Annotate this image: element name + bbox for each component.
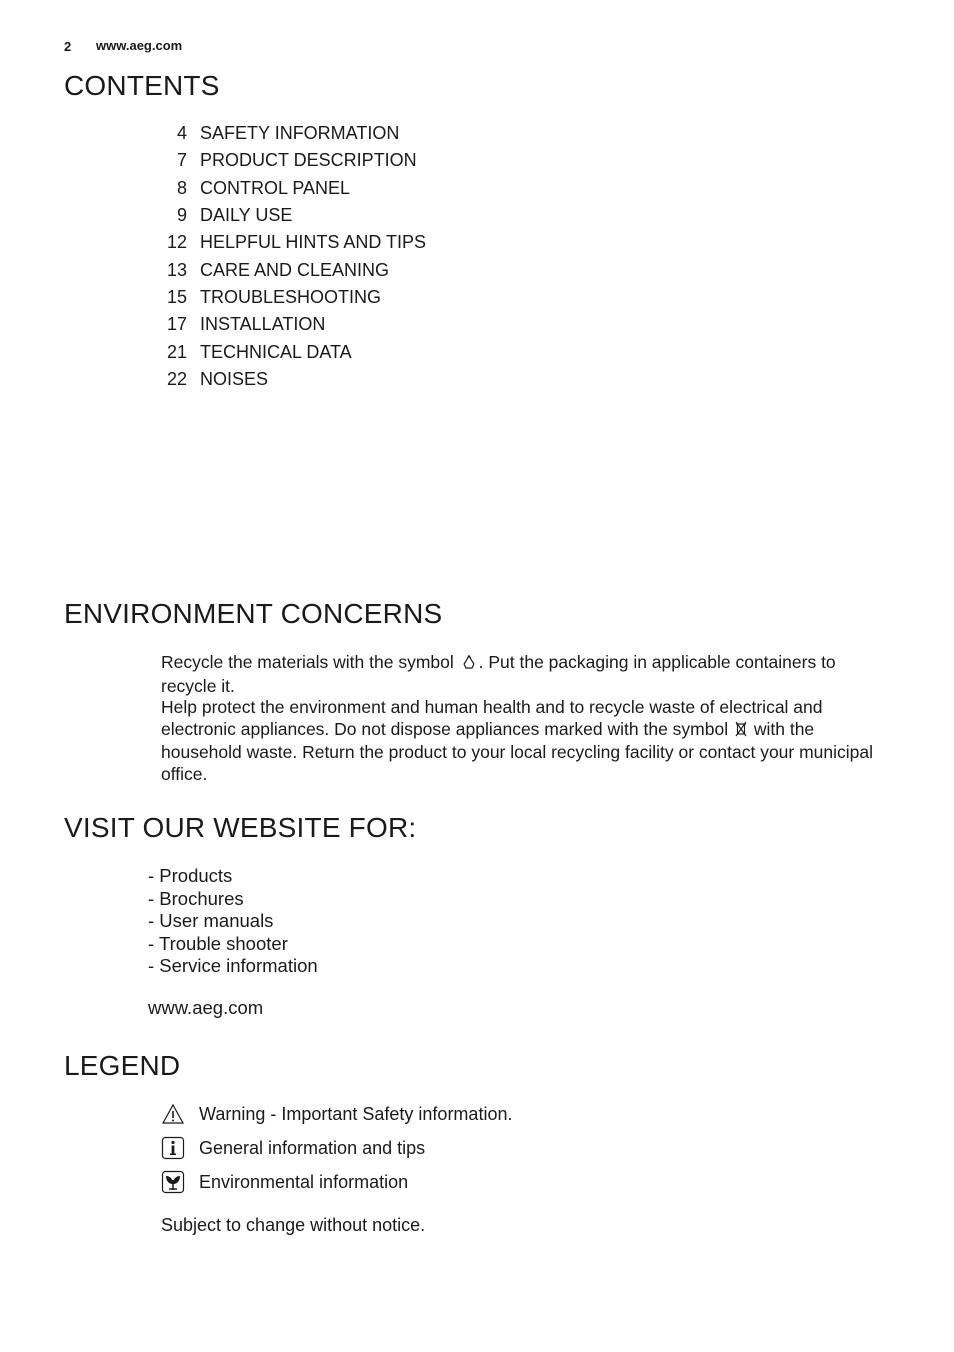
change-notice: Subject to change without notice. (161, 1215, 426, 1235)
toc-item (150, 311, 550, 338)
toc-label: CARE AND CLEANING (200, 259, 390, 280)
recycle-icon (461, 654, 477, 676)
toc-page-number: 9 (176, 205, 187, 226)
toc-page-number: 4 (176, 123, 187, 144)
recycle-text-after: . Put the packaging in applicable containers to recycle it. (161, 652, 836, 696)
toc-item (150, 229, 550, 256)
recycle-text-before: Recycle the materials with the symbol (161, 652, 454, 672)
toc-label: DAILY USE (200, 205, 293, 226)
list-item: - Service information (148, 955, 318, 977)
legend-item-warning (161, 1102, 512, 1126)
environment-title: ENVIRONMENT CONCERNS (64, 598, 443, 629)
contents-title: CONTENTS (64, 70, 220, 101)
toc-label: PRODUCT DESCRIPTION (200, 150, 417, 171)
website-title: VISIT OUR WEBSITE FOR: (64, 812, 417, 843)
list-item: - Brochures (148, 887, 244, 909)
toc-label: TROUBLESHOOTING (200, 286, 382, 307)
legend-item-environment (161, 1170, 408, 1194)
crossed-bin-icon (735, 721, 747, 743)
toc-item (150, 175, 550, 202)
toc-page-number: 22 (166, 368, 187, 389)
weee-text-after: with the household waste. Return the product to your local recycling facility or contact your municipal office. (161, 718, 874, 784)
toc-label: NOISES (200, 368, 269, 389)
toc-page-number: 15 (166, 286, 187, 307)
legend-label: Environmental information (199, 1171, 409, 1192)
toc-label: INSTALLATION (200, 314, 326, 335)
toc-item (150, 284, 550, 311)
environment-paragraph-recycle (161, 652, 891, 697)
toc-label: TECHNICAL DATA (200, 341, 352, 362)
list-item: - Trouble shooter (148, 932, 288, 954)
list-item: - User manuals (148, 910, 274, 932)
environment-paragraph-weee (161, 697, 891, 785)
header-url: www.aeg.com (96, 38, 183, 53)
toc-page-number: 17 (166, 314, 187, 335)
toc-item (150, 202, 550, 229)
toc-label: HELPFUL HINTS AND TIPS (200, 232, 427, 253)
legend-label: Warning - Important Safety information. (199, 1103, 513, 1124)
environment-text (161, 652, 891, 785)
legend-label: General information and tips (199, 1137, 426, 1158)
toc-item (150, 338, 550, 365)
environment-icon (161, 1170, 185, 1194)
toc-item (150, 366, 550, 393)
list-item: - Products (148, 865, 233, 886)
toc-page-number: 13 (166, 259, 187, 280)
toc-item (150, 147, 550, 174)
info-icon (161, 1136, 185, 1160)
legend-title: LEGEND (64, 1050, 181, 1081)
warning-icon (161, 1102, 185, 1126)
website-url[interactable]: www.aeg.com (148, 997, 264, 1018)
weee-text-before: Help protect the environment and human health and to recycle waste of electrical and electronic appliances. Do not dispose appliances marked with the symbol (161, 697, 823, 739)
toc-label: SAFETY INFORMATION (200, 123, 400, 144)
table-of-contents (150, 120, 550, 393)
toc-page-number: 8 (176, 177, 187, 198)
legend-item-info (161, 1136, 425, 1160)
toc-page-number: 12 (166, 232, 187, 253)
page-number: 2 (64, 39, 72, 54)
toc-item (150, 256, 550, 283)
toc-label: CONTROL PANEL (200, 177, 351, 198)
toc-page-number: 21 (166, 341, 187, 362)
toc-item (150, 120, 550, 147)
toc-page-number: 7 (176, 150, 187, 171)
website-list (148, 865, 318, 978)
